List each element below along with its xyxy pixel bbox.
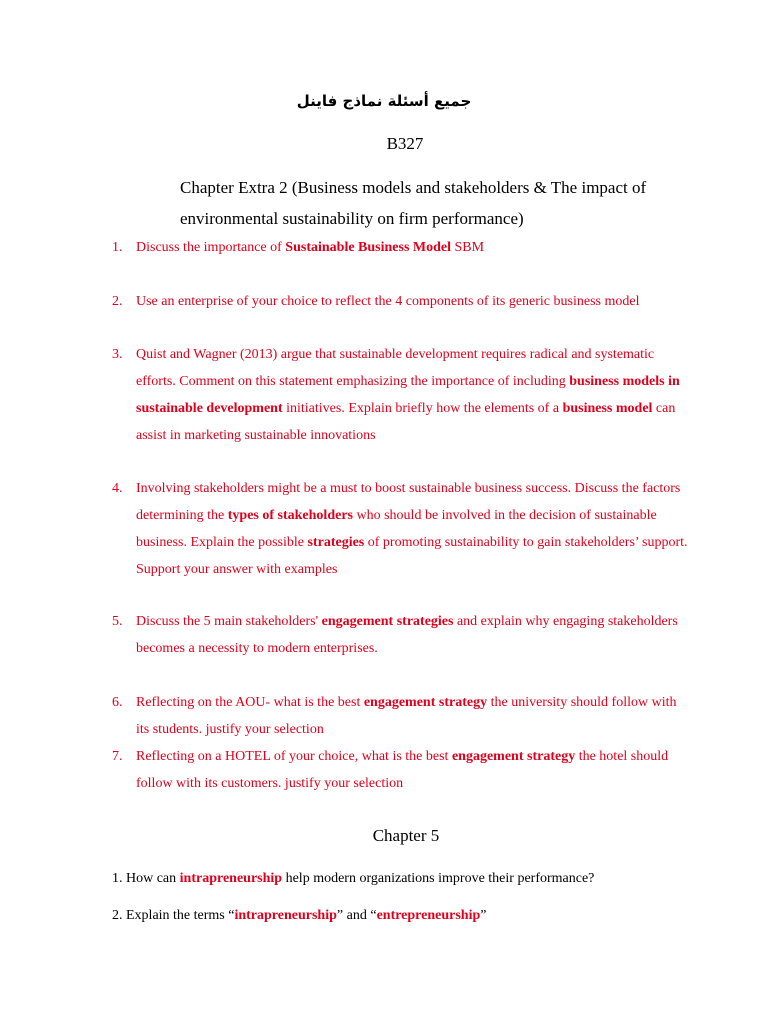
question-text <box>136 689 692 743</box>
emphasis-run: intrapreneurship <box>234 908 337 923</box>
question-4 <box>112 475 692 583</box>
emphasis-run: intrapreneurship <box>179 871 283 886</box>
question-3 <box>112 341 692 449</box>
text-run: SBM <box>451 240 485 255</box>
question-text <box>136 288 692 315</box>
question-text <box>136 234 692 261</box>
question-number: 5. <box>112 614 123 629</box>
question-7 <box>112 743 692 797</box>
emphasis-run: engagement strategies <box>321 614 454 629</box>
question-number: 3. <box>112 347 123 362</box>
text-run: Reflecting on a HOTEL of your choice, what is the best <box>136 749 452 764</box>
emphasis-run: Sustainable Business Model <box>285 240 452 255</box>
text-run: Involving stakeholders might be a must to boost sustainable business success. Discuss the factors determining the <box>136 481 681 523</box>
emphasis-run: types of stakeholders <box>227 508 353 523</box>
arabic-title: جميع أسئلة نماذج فاينل <box>296 92 472 110</box>
text-run: of promoting sustainability to gain stakeholders’ support. Support your answer with examples <box>136 535 688 577</box>
text-run: the university should follow with its students. justify your selection <box>136 695 677 737</box>
emphasis-run: entrepreneurship <box>376 908 481 923</box>
question-text <box>136 341 692 449</box>
text-run: Use an enterprise of your choice to reflect the 4 components of its generic business model <box>136 294 640 309</box>
question-text <box>136 743 692 797</box>
text-run: and explain why engaging stakeholders becomes a necessity to modern enterprises. <box>136 614 678 656</box>
question-1 <box>112 234 692 261</box>
question-6 <box>112 689 692 743</box>
text-run: the hotel should follow with its customers. justify your selection <box>136 749 669 791</box>
text-run: can assist in marketing sustainable innovations <box>136 401 676 443</box>
text-run: who should be involved in the decision of sustainable business. Explain the possible <box>136 508 657 550</box>
text-run: Reflecting on the AOU- what is the best <box>136 695 364 710</box>
text-run: help modern organizations improve their performance? <box>282 871 595 886</box>
chapter-extra-title: Chapter Extra 2 (Business models and stakeholders & The impact of environmental sustainability on firm performance) <box>180 178 647 228</box>
text-run: ” and “ <box>336 908 377 923</box>
emphasis-run: strategies <box>307 535 365 550</box>
text-run: Discuss the 5 main stakeholders' <box>136 614 322 629</box>
question-text <box>136 608 692 662</box>
text-run: 2. Explain the terms “ <box>112 908 235 923</box>
question-text <box>136 475 692 583</box>
chapter-5-question-2 <box>112 902 712 929</box>
text-run: Discuss the importance of <box>136 240 286 255</box>
chapter-5-title: Chapter 5 <box>372 826 440 845</box>
question-number: 6. <box>112 695 123 710</box>
emphasis-run: business models in sustainable development <box>136 374 680 416</box>
question-number: 4. <box>112 481 123 496</box>
question-number: 1. <box>112 240 123 255</box>
question-2 <box>112 288 692 315</box>
chapter-5-question-1 <box>112 865 712 892</box>
question-number: 7. <box>112 749 123 764</box>
emphasis-run: engagement strategy <box>363 695 488 710</box>
question-number: 2. <box>112 294 123 309</box>
text-run: initiatives. Explain briefly how the elements of a <box>282 401 563 416</box>
text-run: 1. How can <box>112 871 180 886</box>
course-code: B327 <box>386 134 424 153</box>
emphasis-run: business model <box>562 401 653 416</box>
emphasis-run: engagement strategy <box>451 749 576 764</box>
text-run: ” <box>480 908 487 923</box>
text-run: Quist and Wagner (2013) argue that sustainable development requires radical and systematic efforts. Comment on this statement emphasizing the importance of including <box>136 347 655 389</box>
question-5 <box>112 608 692 662</box>
